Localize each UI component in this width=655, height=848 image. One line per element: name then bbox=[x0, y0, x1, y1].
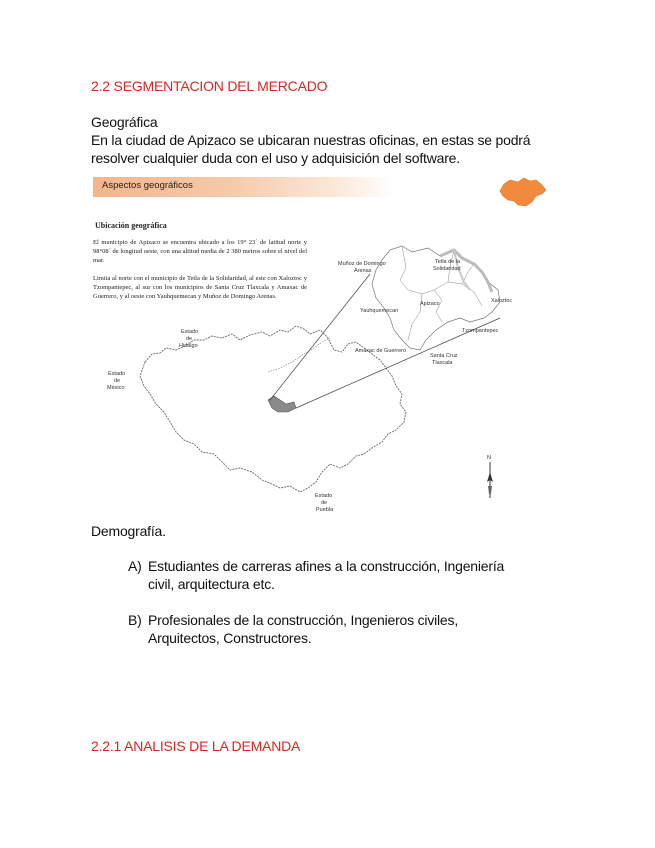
label-estado-mexico bbox=[107, 371, 125, 391]
tlaxcala-state-icon bbox=[500, 178, 546, 206]
state-inner-border bbox=[268, 338, 330, 372]
figure-paragraph: Limita al norte con el municipio de Tetla de la Solidaridad, al este con Xaloztoc y Tzompantepec, al sur con los municipios de Santa Cruz Tlaxcala y Amaxac de Guerrero, y al oeste con Yauhquemecan y Muñoz de Domingo Arenas. bbox=[93, 275, 307, 300]
map-label: Hidalgo bbox=[179, 343, 198, 349]
map-label: de bbox=[321, 500, 328, 506]
map-label: Santa Cruz bbox=[430, 353, 458, 359]
figure-paragraph: El municipio de Apizaco se encuentra ubicado a los 19° 23´ de latitud norte y 98°08´ de longitud oeste, con una altitud media de 2 380 metros sobre el nivel del mar. bbox=[93, 239, 307, 264]
label-santa-cruz bbox=[430, 353, 458, 366]
map-label: Solidaridad bbox=[433, 266, 461, 272]
tlaxcala-map bbox=[90, 172, 550, 512]
geographic-figure bbox=[90, 172, 550, 512]
label-estado-hidalgo bbox=[179, 329, 198, 349]
map-label: de bbox=[186, 336, 193, 342]
map-label-apizaco: Apizaco bbox=[420, 301, 440, 307]
geografica-body: En la ciudad de Apizaco se ubicaran nuestras oficinas, en estas se podrá resolver cualquier duda con el uso y adquisición del software. bbox=[91, 132, 531, 166]
figure-subtitle: Ubicación geográfica bbox=[95, 221, 167, 230]
list-text: Profesionales de la construcción, Ingenieros civiles, Arquitectos, Constructores. bbox=[148, 612, 459, 646]
label-estado-puebla bbox=[315, 493, 334, 512]
geografica-title: Geográfica bbox=[91, 114, 158, 130]
map-label: Tetla de la bbox=[435, 259, 461, 265]
map-label: Puebla bbox=[316, 507, 334, 512]
label-tetla bbox=[433, 259, 461, 272]
figure-header-title: Aspectos geográficos bbox=[102, 180, 193, 191]
section-heading: 2.2 SEGMENTACION DEL MERCADO bbox=[91, 78, 328, 94]
list-marker: A) bbox=[128, 558, 142, 574]
north-label: N bbox=[487, 455, 491, 461]
map-label: de bbox=[114, 378, 121, 384]
label-muñoz bbox=[338, 261, 386, 274]
map-label: Estado bbox=[181, 329, 199, 335]
demografia-title: Demografía. bbox=[91, 523, 166, 539]
map-label: Estado bbox=[108, 371, 126, 377]
map-label-amaxac: Amaxac de Guerrero bbox=[355, 348, 407, 354]
next-section-heading: 2.2.1 ANALISIS DE LA DEMANDA bbox=[91, 738, 301, 754]
map-label-yauhquemecan: Yauhquemecan bbox=[360, 308, 399, 314]
map-label: Muñoz de Domingo bbox=[338, 261, 386, 267]
map-label-xaloztoc: Xaloztoc bbox=[491, 298, 513, 304]
north-arrow-icon bbox=[487, 455, 493, 498]
map-label: México bbox=[107, 385, 125, 391]
map-label: Tlaxcala bbox=[432, 360, 453, 366]
connector-line bbox=[270, 274, 370, 400]
map-label-tzompantepec: Tzompantepec bbox=[462, 328, 499, 334]
map-label: Estado bbox=[315, 493, 333, 499]
apizaco-highlight bbox=[268, 396, 296, 412]
map-label: Arenas bbox=[354, 268, 372, 274]
list-marker: B) bbox=[128, 612, 142, 628]
list-text: Estudiantes de carreras afines a la construcción, Ingeniería civil, arquitectura etc. bbox=[148, 558, 505, 592]
